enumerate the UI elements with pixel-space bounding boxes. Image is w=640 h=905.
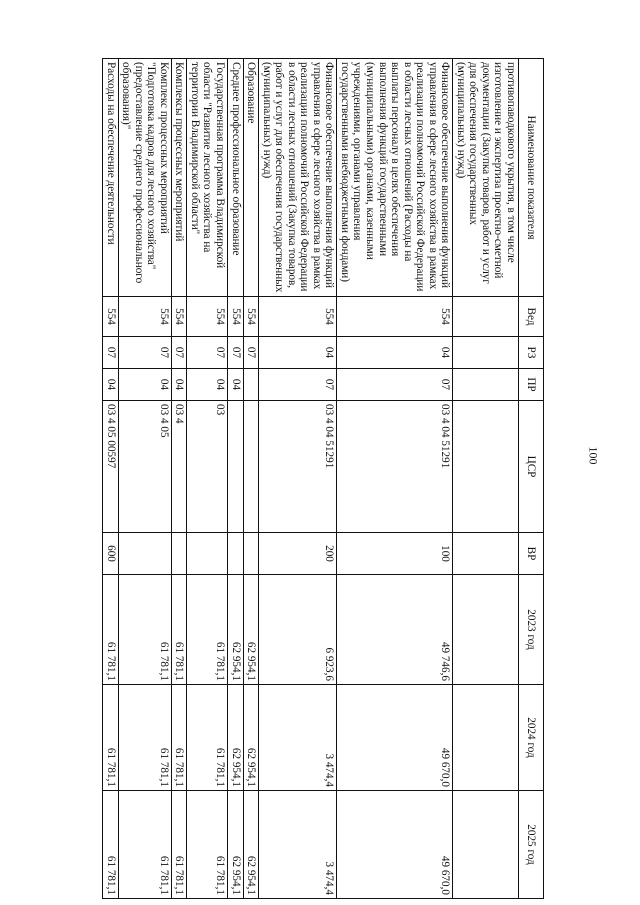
cell-rz: 07: [187, 337, 228, 369]
cell-name: Расходы на обеспечение деятельности: [103, 59, 119, 297]
cell-csr: 03 4 04 51291: [337, 401, 453, 533]
table-row: [171, 59, 187, 899]
table-row: [243, 59, 259, 899]
cell-rz: 04: [337, 337, 453, 369]
cell-ved: 554: [171, 297, 187, 337]
cell-name: Финансовое обеспечение выполнения функций управления в сфере лесного хозяйства в рамках реализации полномочий Российской Федерации в области лесных отношений (Расходы на выплаты персоналу в целях обеспечения выполнения функций государственными (муниципальными) органами, казенными учреждениями, органами управления государственными внебюджетными фондами): [337, 59, 453, 297]
cell-vr: 200: [259, 533, 337, 575]
cell-2025: 62 954,1: [243, 791, 259, 899]
cell-pr: 04: [227, 369, 243, 401]
cell-pr: 04: [187, 369, 228, 401]
cell-rz: 07: [227, 337, 243, 369]
table-row: [337, 59, 453, 899]
cell-csr: [227, 401, 243, 533]
cell-2024: 62 954,1: [227, 685, 243, 791]
cell-rz: [453, 337, 519, 369]
cell-ved: 554: [259, 297, 337, 337]
cell-csr: 03 4 04 51291: [259, 401, 337, 533]
cell-2023: 62 954,1: [227, 575, 243, 685]
cell-2025: 49 670,0: [337, 791, 453, 899]
cell-vr: [171, 533, 187, 575]
cell-csr: 03 4 05 00597: [103, 401, 119, 533]
table-row: [259, 59, 337, 899]
rotated-table-container: [34, 58, 544, 898]
cell-csr: 03 4: [171, 401, 187, 533]
cell-vr: [453, 533, 519, 575]
cell-csr: 03: [187, 401, 228, 533]
cell-ved: [453, 297, 519, 337]
cell-name: Финансовое обеспечение выполнения функций управления в сфере лесного хозяйства в рамках реализации полномочий Российской Федерации в области лесных отношений (Закупка товаров, работ и услуг для обеспечения государственных (муниципальных) нужд): [259, 59, 337, 297]
col-header-2023: 2023 год: [519, 575, 544, 685]
cell-2024: 62 954,1: [243, 685, 259, 791]
cell-vr: [227, 533, 243, 575]
cell-vr: 600: [103, 533, 119, 575]
table-row: [187, 59, 228, 899]
cell-ved: 554: [103, 297, 119, 337]
cell-2025: 3 474,4: [259, 791, 337, 899]
table-row: [227, 59, 243, 899]
cell-2023: 49 746,6: [337, 575, 453, 685]
cell-2024: [453, 685, 519, 791]
cell-pr: 04: [118, 369, 171, 401]
cell-ved: 554: [337, 297, 453, 337]
cell-2024: 61 781,1: [103, 685, 119, 791]
cell-2025: 62 954,1: [227, 791, 243, 899]
col-header-2024: 2024 год: [519, 685, 544, 791]
cell-rz: 07: [103, 337, 119, 369]
cell-name: Среднее профессиональное образование: [227, 59, 243, 297]
col-header-name: Наименование показателя: [519, 59, 544, 297]
cell-pr: [453, 369, 519, 401]
cell-rz: 07: [171, 337, 187, 369]
cell-ved: 554: [118, 297, 171, 337]
cell-2024: 61 781,1: [187, 685, 228, 791]
cell-name: Государственная программа Владимирской области "Развитие лесного хозяйства на территории Владимирской области": [187, 59, 228, 297]
cell-ved: 554: [243, 297, 259, 337]
cell-2024: 61 781,1: [118, 685, 171, 791]
cell-2025: 61 781,1: [103, 791, 119, 899]
cell-pr: 07: [259, 369, 337, 401]
col-header-csr: ЦСР: [519, 401, 544, 533]
cell-2024: 61 781,1: [171, 685, 187, 791]
cell-name: противопаводкового укрытия, в том числе изготовление и экспертиза проектно-сметной документации (Закупка товаров, работ и услуг для обеспечения государственных (муниципальных) нужд): [453, 59, 519, 297]
cell-2023: 61 781,1: [103, 575, 119, 685]
cell-2025: 61 781,1: [171, 791, 187, 899]
cell-csr: [243, 401, 259, 533]
cell-vr: [243, 533, 259, 575]
cell-pr: 07: [337, 369, 453, 401]
col-header-pr: ПР: [519, 369, 544, 401]
cell-2025: [453, 791, 519, 899]
table-header-row: [519, 59, 544, 899]
cell-pr: 04: [103, 369, 119, 401]
cell-2025: 61 781,1: [118, 791, 171, 899]
cell-2023: [453, 575, 519, 685]
table-row: [118, 59, 171, 899]
cell-rz: 07: [118, 337, 171, 369]
cell-2024: 3 474,4: [259, 685, 337, 791]
cell-csr: [453, 401, 519, 533]
cell-name: Комплексы процессных мероприятий: [171, 59, 187, 297]
page-number: 100: [586, 446, 601, 465]
cell-pr: [243, 369, 259, 401]
cell-2023: 61 781,1: [171, 575, 187, 685]
table-row: [103, 59, 119, 899]
cell-2024: 49 670,0: [337, 685, 453, 791]
cell-csr: 03 4 05: [118, 401, 171, 533]
col-header-2025: 2025 год: [519, 791, 544, 899]
cell-2025: 61 781,1: [187, 791, 228, 899]
cell-2023: 61 781,1: [118, 575, 171, 685]
table-row: [453, 59, 519, 899]
cell-vr: 100: [337, 533, 453, 575]
cell-name: Образование: [243, 59, 259, 297]
cell-vr: [118, 533, 171, 575]
cell-ved: 554: [227, 297, 243, 337]
cell-rz: 07: [243, 337, 259, 369]
cell-ved: 554: [187, 297, 228, 337]
col-header-vr: ВР: [519, 533, 544, 575]
cell-rz: 04: [259, 337, 337, 369]
cell-vr: [187, 533, 228, 575]
cell-name: Комплекс процессных мероприятий "Подготовка кадров для лесного хозяйства" (предоставление среднего профессионального образования)": [118, 59, 171, 297]
budget-table: [102, 58, 544, 899]
col-header-ved: Вед: [519, 297, 544, 337]
cell-pr: 04: [171, 369, 187, 401]
col-header-rz: РЗ: [519, 337, 544, 369]
cell-2023: 61 781,1: [187, 575, 228, 685]
cell-2023: 62 954,1: [243, 575, 259, 685]
cell-2023: 6 923,6: [259, 575, 337, 685]
